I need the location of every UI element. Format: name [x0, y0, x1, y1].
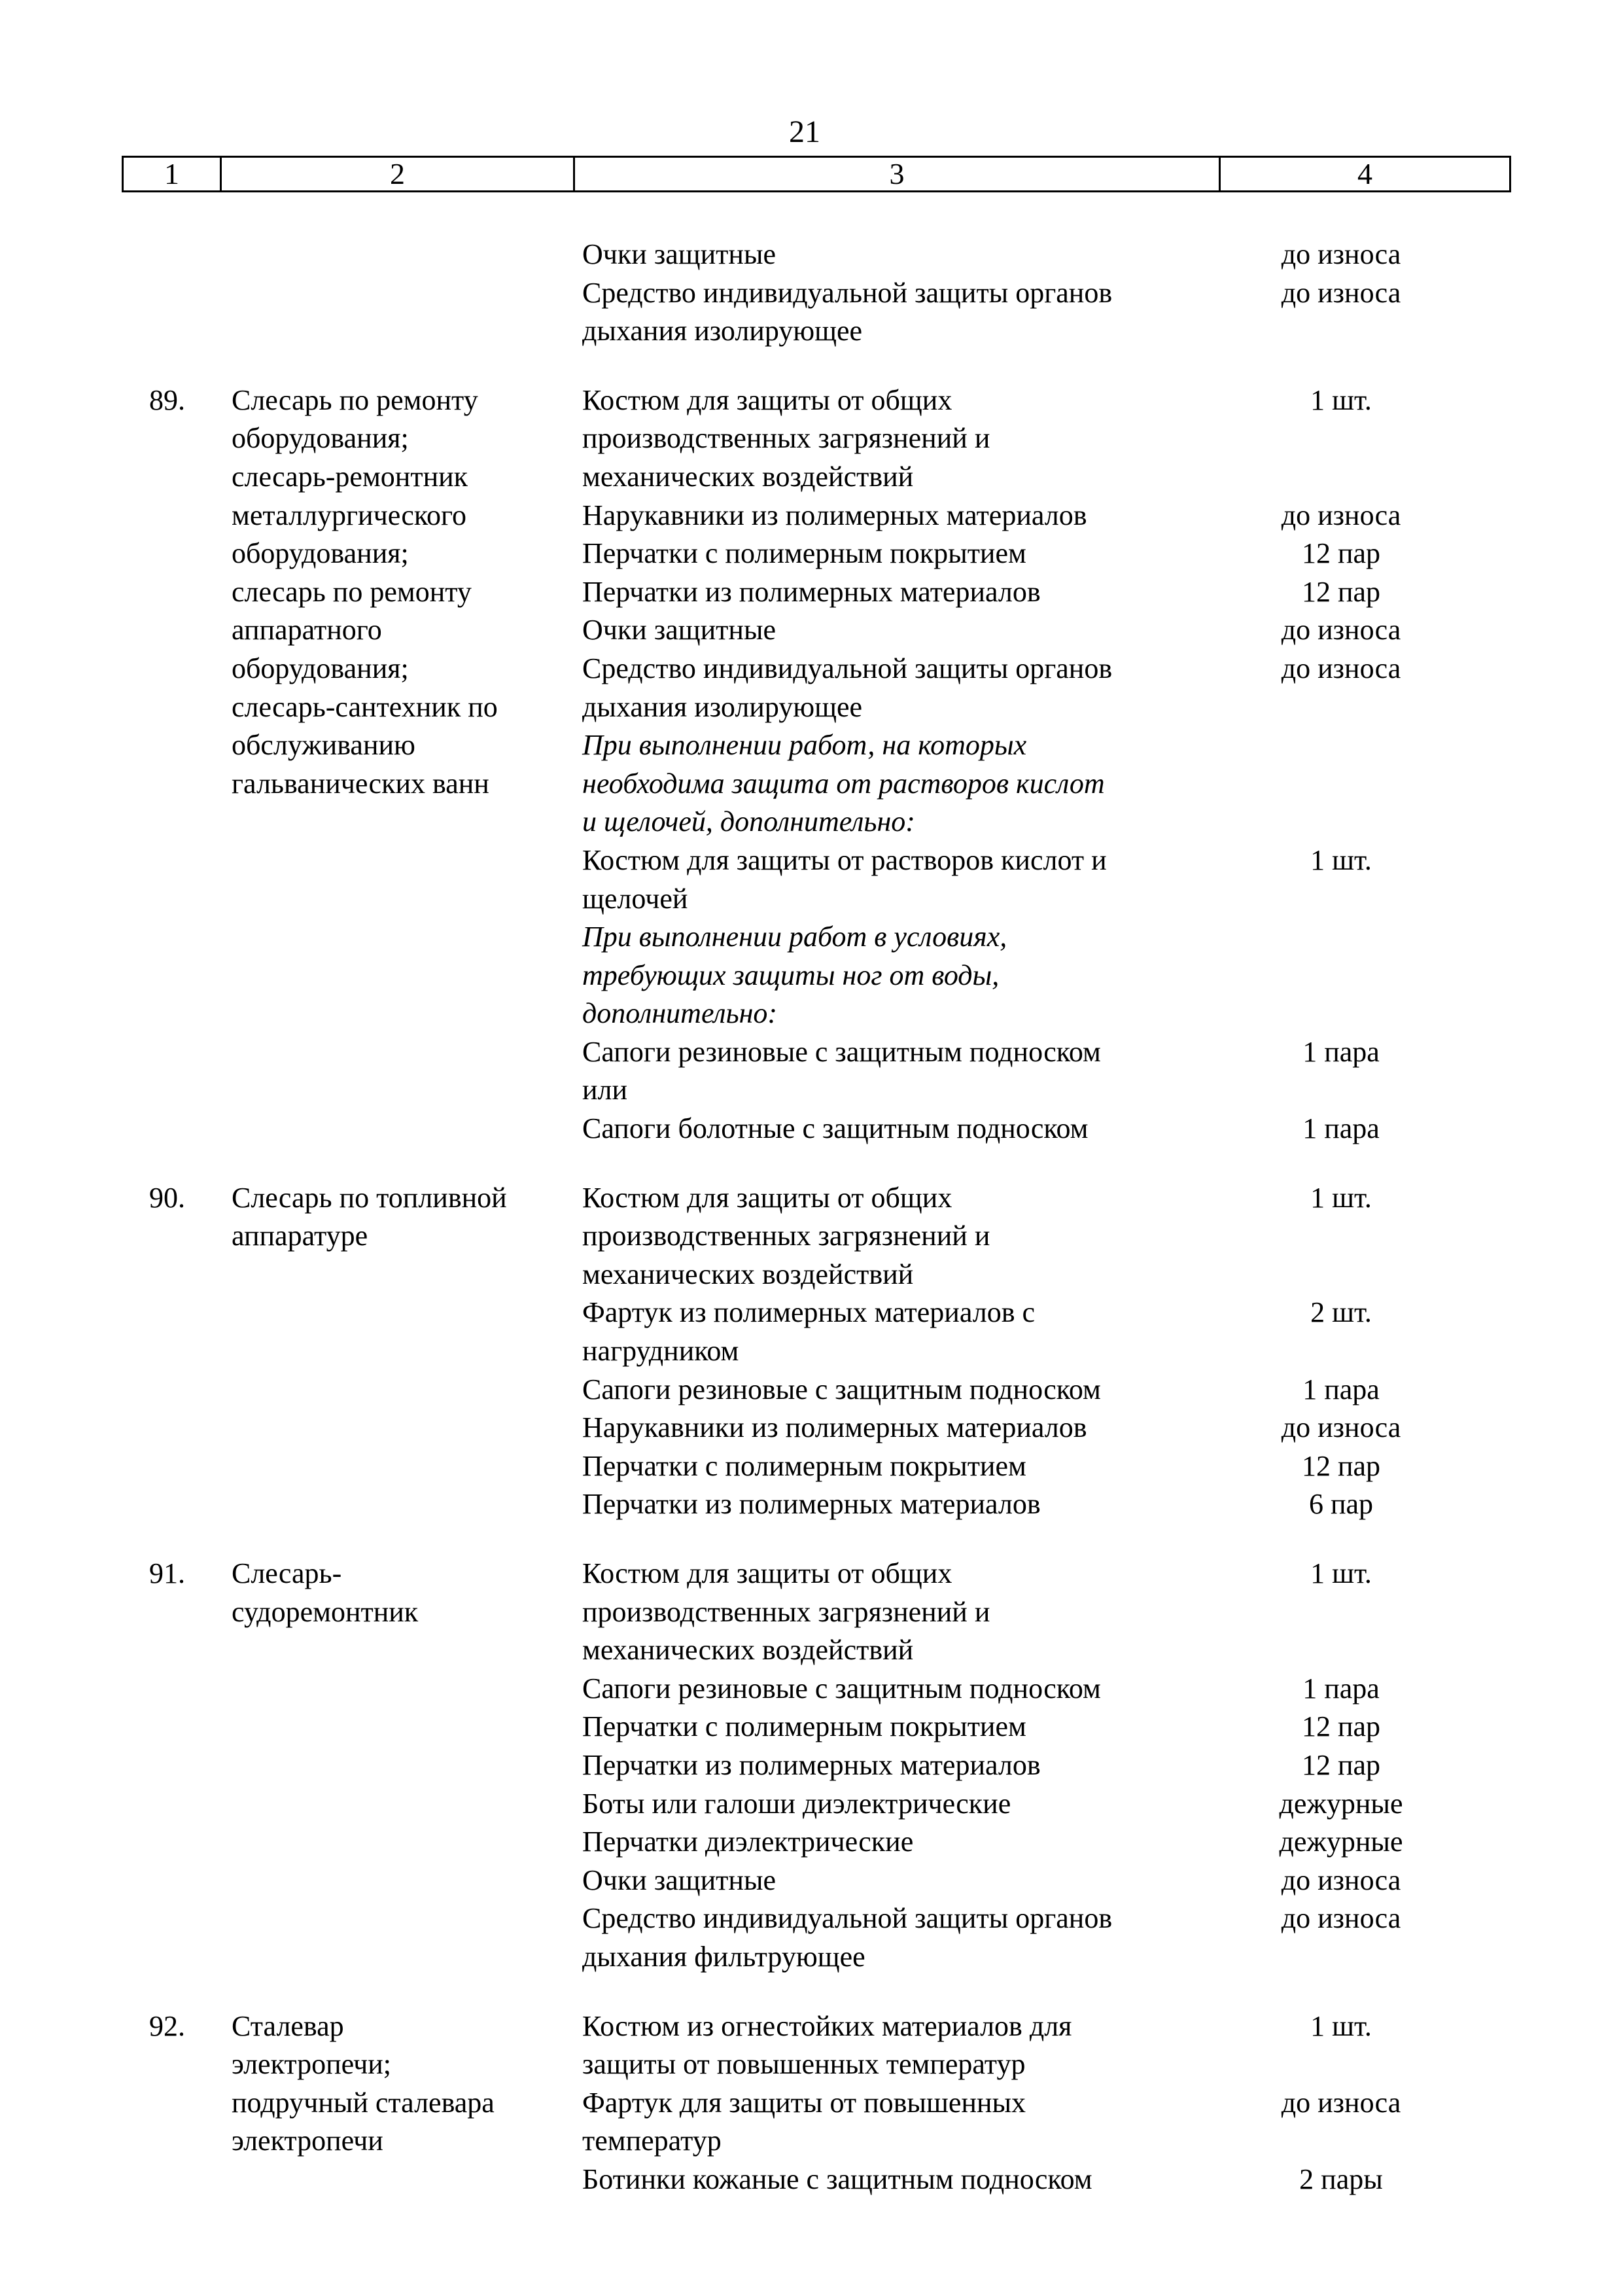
equipment-name-line: производственных загрязнений и — [582, 422, 990, 455]
issue-norm: 6 пар — [1308, 1488, 1374, 1521]
occupation-line: оборудования; — [232, 422, 409, 455]
table-row — [0, 1179, 1623, 1524]
equipment-name — [582, 918, 1217, 1033]
equipment-name — [582, 726, 1217, 841]
occupation-line: электропечи — [232, 2125, 383, 2157]
equipment-name-line: Костюм для защиты от общих — [582, 1557, 952, 1589]
issue-norm: 1 шт. — [1310, 1557, 1372, 1589]
equipment-name — [582, 611, 1217, 650]
equipment-item — [582, 236, 1563, 274]
equipment-name-line: и щелочей, дополнительно: — [582, 805, 915, 838]
issue-norm: 2 шт. — [1310, 1296, 1372, 1329]
equipment-name-line: температур — [582, 2125, 722, 2157]
equipment-name-line: механических воздействий — [582, 1258, 914, 1290]
equipment-name — [582, 1823, 1217, 1862]
issue-norm: дежурные — [1279, 1787, 1403, 1820]
equipment-name-line: Сапоги резиновые с защитным подноском — [582, 1035, 1101, 1068]
table-row — [0, 381, 1623, 1148]
equipment-name-line: или — [582, 1074, 628, 1106]
equipment-item — [582, 1485, 1563, 1524]
equipment-item — [582, 1179, 1563, 1294]
condition-note — [582, 726, 1563, 841]
equipment-name — [582, 1555, 1217, 1670]
equipment-name — [582, 1862, 1217, 1900]
issue-norm: до износа — [1281, 276, 1401, 309]
page-number: 21 — [789, 115, 820, 149]
equipment-name-line: требующих защиты ног от воды, — [582, 959, 1000, 991]
equipment-item — [582, 1862, 1563, 1900]
equipment-list — [582, 1179, 1563, 1524]
occupation-name — [232, 1555, 572, 1631]
equipment-name-line: Боты или галоши диэлектрические — [582, 1787, 1011, 1820]
equipment-name — [582, 1899, 1217, 1976]
equipment-name-line: Перчатки из полимерных материалов — [582, 1488, 1041, 1521]
equipment-name — [582, 2084, 1217, 2161]
issue-norm: 1 шт. — [1310, 1181, 1372, 1214]
equipment-list — [582, 2007, 1563, 2199]
equipment-name-line: производственных загрязнений и — [582, 1595, 990, 1628]
equipment-item — [582, 1670, 1563, 1708]
equipment-name-line: Нарукавники из полимерных материалов — [582, 499, 1087, 531]
occupation-name — [232, 1179, 572, 1256]
equipment-name — [582, 1785, 1217, 1824]
equipment-name-line: Очки защитные — [582, 238, 777, 270]
equipment-item — [582, 497, 1563, 535]
issue-norm: дежурные — [1279, 1826, 1403, 1858]
column-header-4: 4 — [1357, 157, 1372, 190]
equipment-name-line: Костюм для защиты от растворов кислот и — [582, 843, 1107, 876]
issue-norm: 1 пара — [1302, 1112, 1380, 1145]
equipment-name — [582, 236, 1217, 274]
equipment-item — [582, 2007, 1563, 2084]
equipment-name-line: необходима защита от растворов кислот — [582, 767, 1105, 800]
column-header-table — [122, 156, 1511, 192]
equipment-name-line: Перчатки с полимерным покрытием — [582, 1449, 1026, 1482]
equipment-name-line: Перчатки с полимерным покрытием — [582, 537, 1026, 570]
issue-norm: 2 пары — [1299, 2163, 1383, 2195]
equipment-item — [582, 1899, 1563, 1976]
issue-norm: до износа — [1281, 499, 1401, 531]
equipment-name — [582, 1485, 1217, 1524]
table-body — [0, 236, 1623, 2199]
issue-norm: 12 пар — [1301, 1748, 1381, 1781]
equipment-name-line: дыхания изолирующее — [582, 690, 863, 723]
issue-norm: до износа — [1281, 2086, 1401, 2119]
issue-norm — [1236, 918, 1446, 1033]
equipment-name-line: Перчатки из полимерных материалов — [582, 575, 1041, 608]
occupation-line: подручный сталевара — [232, 2086, 495, 2119]
equipment-item — [582, 274, 1563, 351]
issue-norm: 1 пара — [1302, 1672, 1380, 1704]
equipment-name-line: При выполнении работ в условиях, — [582, 921, 1007, 953]
equipment-item — [582, 1823, 1563, 1862]
equipment-name-line: Средство индивидуальной защиты органов — [582, 276, 1113, 309]
issue-norm — [1236, 726, 1446, 841]
equipment-name — [582, 497, 1217, 535]
equipment-item — [582, 573, 1563, 612]
equipment-name — [582, 1708, 1217, 1746]
equipment-item — [582, 1371, 1563, 1409]
row-separator — [0, 1524, 1623, 1555]
occupation-line: слесарь-сантехник по — [232, 690, 498, 723]
equipment-item — [582, 1110, 1563, 1148]
occupation-line: слесарь по ремонту — [232, 575, 472, 608]
occupation-line: судоремонтник — [232, 1595, 419, 1628]
column-header-1: 1 — [124, 158, 222, 190]
occupation-line: аппаратуре — [232, 1220, 368, 1252]
equipment-name-line: Перчатки с полимерным покрытием — [582, 1710, 1026, 1743]
row-number: 92. — [149, 2009, 185, 2042]
equipment-name-line: Фартук для защиты от повышенных — [582, 2086, 1026, 2119]
equipment-item — [582, 1785, 1563, 1824]
issue-norm: 1 шт. — [1310, 2009, 1372, 2042]
occupation-line: Сталевар — [232, 2009, 344, 2042]
equipment-name-line: Очки защитные — [582, 614, 777, 646]
equipment-item — [582, 535, 1563, 573]
equipment-name-line: Сапоги резиновые с защитным подноском — [582, 1672, 1101, 1704]
equipment-item — [582, 841, 1563, 918]
equipment-name-line: Средство индивидуальной защиты органов — [582, 652, 1113, 684]
equipment-name-line: производственных загрязнений и — [582, 1220, 990, 1252]
equipment-item — [582, 1746, 1563, 1785]
equipment-name-line: Ботинки кожаные с защитным подноском — [582, 2163, 1092, 2195]
equipment-name — [582, 1670, 1217, 1708]
occupation-line: Слесарь по топливной — [232, 1181, 507, 1214]
occupation-line: электропечи; — [232, 2048, 392, 2081]
equipment-name — [582, 1179, 1217, 1294]
equipment-name — [582, 1294, 1217, 1370]
equipment-name-line: дыхания фильтрующее — [582, 1940, 865, 1973]
equipment-name-line: Сапоги резиновые с защитным подноском — [582, 1373, 1101, 1405]
equipment-list — [582, 236, 1563, 351]
equipment-item — [582, 2084, 1563, 2161]
equipment-name-line: щелочей — [582, 882, 688, 915]
occupation-line: слесарь-ремонтник — [232, 460, 468, 493]
equipment-name — [582, 650, 1217, 726]
equipment-name-line: Костюм для защиты от общих — [582, 1181, 952, 1214]
issue-norm: до износа — [1281, 1863, 1401, 1896]
table-row — [0, 2007, 1623, 2199]
issue-norm: 1 пара — [1302, 1035, 1380, 1068]
row-separator — [0, 1977, 1623, 2007]
table-row — [0, 1555, 1623, 1977]
equipment-name — [582, 1447, 1217, 1486]
equipment-name-line: Перчатки из полимерных материалов — [582, 1748, 1041, 1781]
issue-norm: до износа — [1281, 238, 1401, 270]
equipment-name — [582, 381, 1217, 497]
row-separator — [0, 351, 1623, 381]
equipment-item — [582, 381, 1563, 497]
equipment-name-line: Костюм для защиты от общих — [582, 383, 952, 416]
equipment-name — [582, 1409, 1217, 1447]
equipment-name — [582, 2007, 1217, 2084]
equipment-name-line: Костюм из огнестойких материалов для — [582, 2009, 1072, 2042]
equipment-name — [582, 274, 1217, 351]
equipment-name-line: механических воздействий — [582, 1634, 914, 1667]
equipment-item — [582, 650, 1563, 726]
table-row — [0, 236, 1623, 351]
issue-norm: до износа — [1281, 1411, 1401, 1444]
occupation-name — [232, 381, 572, 804]
condition-note — [582, 918, 1563, 1033]
equipment-name-line: нагрудником — [582, 1335, 739, 1368]
equipment-item — [582, 2161, 1563, 2199]
equipment-item — [582, 1447, 1563, 1486]
equipment-list — [582, 381, 1563, 1148]
equipment-name-line: Сапоги болотные с защитным подноском — [582, 1112, 1089, 1145]
equipment-name-line: Очки защитные — [582, 1863, 777, 1896]
equipment-name — [582, 1110, 1217, 1148]
column-header-3: 3 — [575, 158, 1221, 190]
row-number: 91. — [149, 1557, 185, 1589]
equipment-name — [582, 573, 1217, 612]
equipment-item — [582, 1708, 1563, 1746]
equipment-name-line: Фартук из полимерных материалов с — [582, 1296, 1036, 1329]
equipment-name — [582, 1033, 1217, 1110]
issue-norm: до износа — [1281, 614, 1401, 646]
row-number: 90. — [149, 1181, 185, 1214]
issue-norm: 12 пар — [1301, 537, 1381, 570]
equipment-item — [582, 1033, 1563, 1110]
occupation-line: Слесарь по ремонту — [232, 383, 478, 416]
occupation-line: аппаратного — [232, 614, 382, 646]
row-number: 89. — [149, 383, 185, 416]
equipment-name-line: Нарукавники из полимерных материалов — [582, 1411, 1087, 1444]
issue-norm: 1 шт. — [1310, 843, 1372, 876]
issue-norm: 12 пар — [1301, 1710, 1381, 1743]
equipment-name-line: дополнительно: — [582, 997, 778, 1030]
equipment-name — [582, 1371, 1217, 1409]
equipment-name — [582, 2161, 1217, 2199]
equipment-name — [582, 535, 1217, 573]
issue-norm: 1 шт. — [1310, 383, 1372, 416]
equipment-name — [582, 1746, 1217, 1785]
equipment-item — [582, 1294, 1563, 1370]
equipment-name-line: При выполнении работ, на которых — [582, 729, 1027, 762]
equipment-item — [582, 611, 1563, 650]
equipment-name-line: защиты от повышенных температур — [582, 2048, 1026, 2081]
row-separator — [0, 1148, 1623, 1179]
column-header-2: 2 — [222, 158, 575, 190]
issue-norm: 12 пар — [1301, 1449, 1381, 1482]
occupation-name — [232, 2007, 572, 2161]
equipment-list — [582, 1555, 1563, 1977]
occupation-line: обслуживанию — [232, 729, 415, 762]
equipment-name-line: механических воздействий — [582, 460, 914, 493]
occupation-line: Слесарь- — [232, 1557, 342, 1589]
issue-norm: 1 пара — [1302, 1373, 1380, 1405]
issue-norm: до износа — [1281, 652, 1401, 684]
equipment-name-line: Средство индивидуальной защиты органов — [582, 1902, 1113, 1935]
occupation-line: оборудования; — [232, 652, 409, 684]
equipment-item — [582, 1555, 1563, 1670]
occupation-line: гальванических ванн — [232, 767, 489, 800]
occupation-line: оборудования; — [232, 537, 409, 570]
equipment-name-line: Перчатки диэлектрические — [582, 1826, 914, 1858]
equipment-item — [582, 1409, 1563, 1447]
issue-norm: до износа — [1281, 1902, 1401, 1935]
issue-norm: 12 пар — [1301, 575, 1381, 608]
occupation-line: металлургического — [232, 499, 466, 531]
equipment-name — [582, 841, 1217, 918]
equipment-name-line: дыхания изолирующее — [582, 315, 863, 347]
